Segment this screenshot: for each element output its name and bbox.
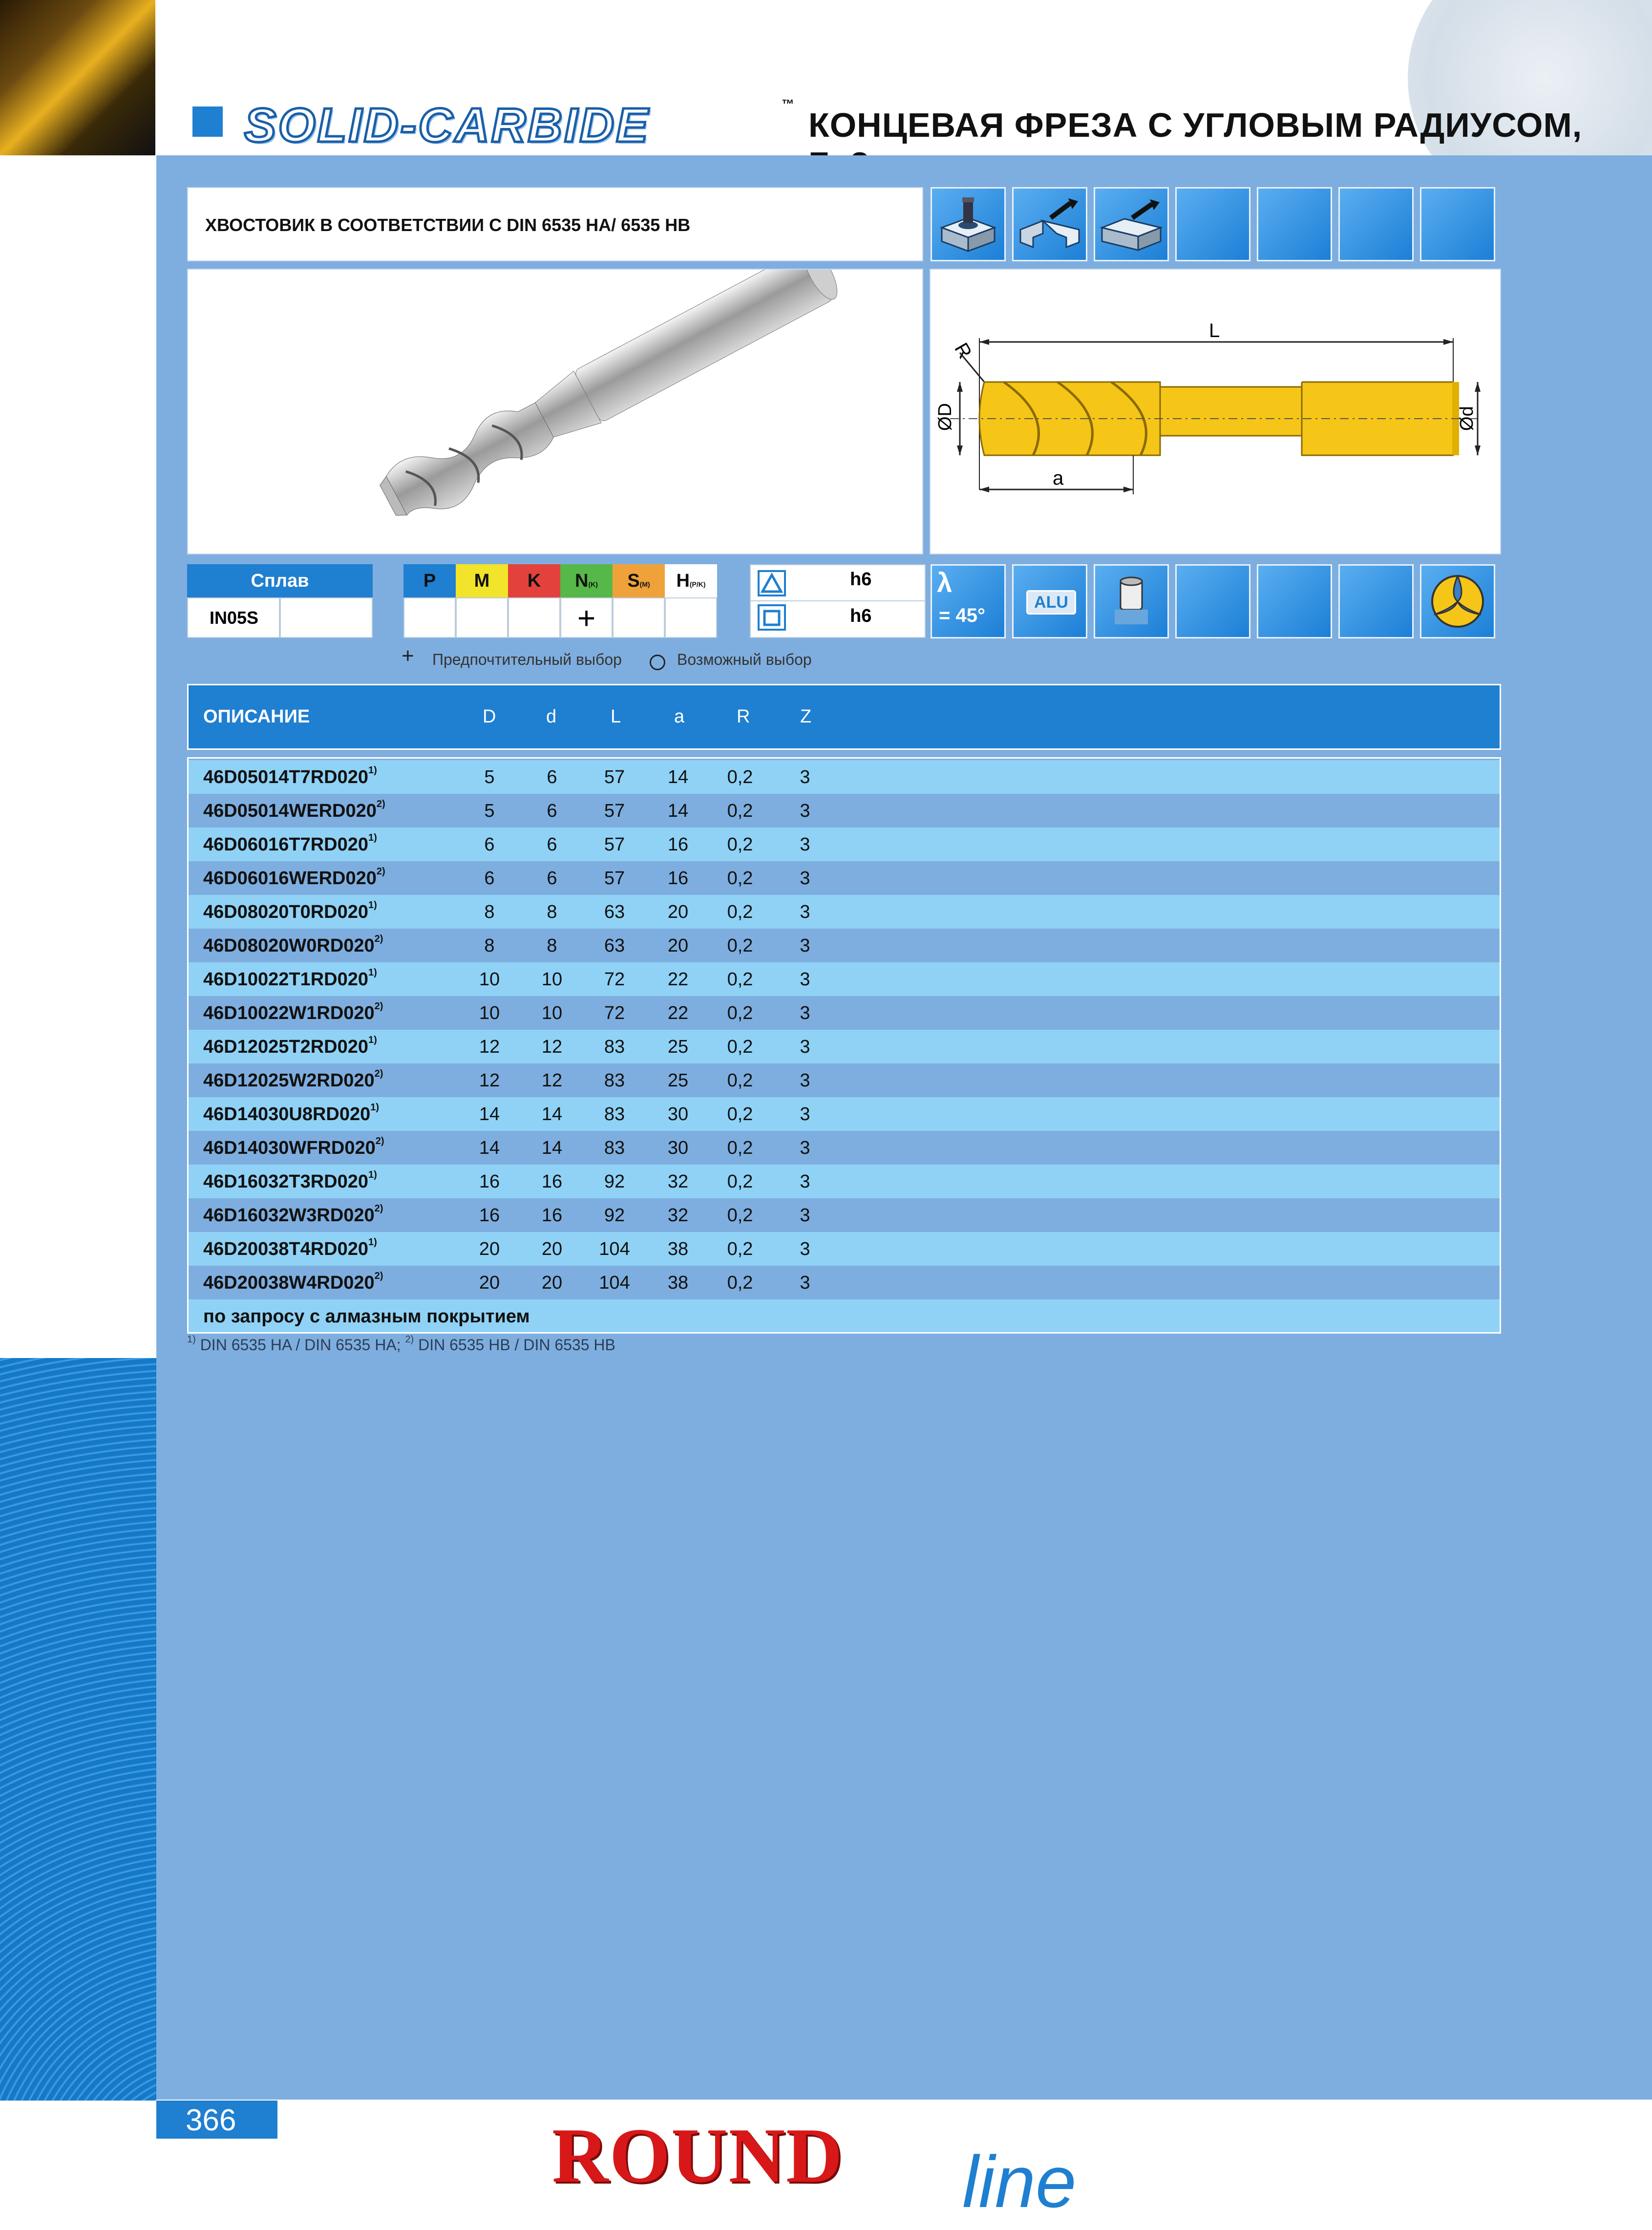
cell-L: 63	[604, 902, 625, 922]
cell-R: 0,2	[727, 1037, 753, 1057]
cell-a: 38	[667, 1239, 689, 1259]
product-code: 46D08020T0RD020$^{1)}$	[203, 900, 377, 922]
tin-coating-icon	[1421, 566, 1494, 637]
product-code: 46D20038T4RD020$^{1)}$	[203, 1237, 377, 1259]
cell-d: 12	[541, 1037, 563, 1057]
swirl-decoration	[0, 1358, 156, 2101]
product-code: 46D05014WERD020$^{2)}$	[203, 799, 385, 821]
cell-D: 6	[484, 834, 495, 855]
cell-a: 22	[667, 969, 689, 990]
product-code: 46D06016T7RD020$^{1)}$	[203, 832, 377, 855]
shank-spec-text: ХВОСТОВИК В СООТВЕТСТВИИ С DIN 6535 HA/ 6535 HB	[205, 215, 691, 235]
cell-Z: 3	[800, 902, 810, 922]
cell-a: 30	[667, 1138, 689, 1158]
cell-L: 72	[604, 969, 625, 990]
cell-L: 57	[604, 801, 625, 821]
product-code: 46D16032T3RD020$^{1)}$	[203, 1169, 377, 1192]
cell-L: 83	[604, 1037, 625, 1057]
cell-d: 14	[541, 1104, 563, 1125]
cell-Z: 3	[800, 1070, 810, 1091]
legend-possible: Возможный выбор	[677, 651, 812, 668]
cell-d: 16	[541, 1205, 563, 1226]
alloy-grade-blank	[280, 597, 373, 638]
roundline-logo-sub: line	[962, 2141, 1077, 2223]
material-P: P	[403, 564, 456, 597]
cell-d: 6	[547, 801, 557, 821]
cell-R: 0,2	[727, 935, 753, 956]
cell-d: 16	[541, 1171, 563, 1192]
cell-L: 92	[604, 1171, 625, 1192]
cell-a: 14	[667, 801, 689, 821]
cell-R: 0,2	[727, 1003, 753, 1023]
cell-D: 12	[479, 1070, 500, 1091]
alloy-grade: IN05S	[187, 597, 280, 638]
cell-Z: 3	[800, 1138, 810, 1158]
cell-D: 14	[479, 1138, 500, 1158]
product-code: 46D14030WFRD020$^{2)}$	[203, 1136, 384, 1158]
cell-D: 20	[479, 1239, 500, 1259]
cell-d: 14	[541, 1138, 563, 1158]
cell-d: 10	[541, 969, 563, 990]
cell-D: 16	[479, 1205, 500, 1226]
op-icon-2	[1012, 187, 1087, 261]
cell-D: 8	[484, 935, 495, 956]
cell-D: 10	[479, 969, 500, 990]
material-S: S(M)	[613, 564, 665, 597]
material-N-mark: +	[560, 597, 613, 638]
cell-D: 16	[479, 1171, 500, 1192]
cell-D: 14	[479, 1104, 500, 1125]
label-D: ØD	[935, 403, 955, 431]
cell-a: 16	[667, 868, 689, 889]
diamond-coating-note: по запросу с алмазным покрытием	[203, 1306, 530, 1327]
solid-carbide-logo: SOLID-CARBIDE	[244, 98, 650, 152]
cell-L: 57	[604, 868, 625, 889]
cell-d: 20	[541, 1273, 563, 1293]
table-row	[189, 1266, 1500, 1299]
tool-photo-box	[187, 269, 923, 554]
cell-Z: 3	[800, 1171, 810, 1192]
cell-a: 38	[667, 1273, 689, 1293]
table-row	[189, 1198, 1500, 1232]
op-icon-1	[931, 187, 1006, 261]
cell-D: 12	[479, 1037, 500, 1057]
material-H-mark	[665, 597, 717, 638]
cell-D: 8	[484, 902, 495, 922]
table-row	[189, 861, 1500, 895]
tool-drawing-box	[930, 269, 1501, 554]
diamond-coating-row	[189, 1299, 1500, 1332]
cell-Z: 3	[800, 801, 810, 821]
table-row	[189, 760, 1500, 794]
cell-d: 12	[541, 1070, 563, 1091]
cell-Z: 3	[800, 1037, 810, 1057]
product-code: 46D12025W2RD020$^{2)}$	[203, 1068, 383, 1091]
product-code: 46D06016WERD020$^{2)}$	[203, 866, 385, 889]
cell-L: 83	[604, 1070, 625, 1091]
table-row	[189, 1030, 1500, 1063]
table-row	[189, 996, 1500, 1030]
through-coolant-icon	[1095, 566, 1167, 637]
material-H: H(P/K)	[665, 564, 717, 597]
col-L: L	[611, 706, 621, 727]
col-a: a	[674, 706, 685, 727]
cell-D: 5	[484, 801, 495, 821]
material-S-mark	[613, 597, 665, 638]
roundline-logo: ROUND	[552, 2112, 844, 2199]
cell-L: 63	[604, 935, 625, 956]
coating-tile	[1420, 564, 1495, 638]
cell-D: 20	[479, 1273, 500, 1293]
cell-L: 72	[604, 1003, 625, 1023]
cell-a: 16	[667, 834, 689, 855]
op-icon-3	[1094, 187, 1169, 261]
cell-R: 0,2	[727, 868, 753, 889]
cell-a: 20	[667, 935, 689, 956]
cell-R: 0,2	[727, 834, 753, 855]
cell-Z: 3	[800, 868, 810, 889]
cell-L: 104	[599, 1239, 630, 1259]
cell-Z: 3	[800, 1205, 810, 1226]
label-d: Ød	[1457, 406, 1477, 431]
cell-d: 8	[547, 902, 557, 922]
cell-R: 0,2	[727, 1070, 753, 1091]
title-bullet-square	[192, 106, 223, 137]
product-code: 46D08020W0RD020$^{2)}$	[203, 934, 383, 956]
cell-a: 32	[667, 1171, 689, 1192]
product-code: 46D14030U8RD020$^{1)}$	[203, 1102, 380, 1125]
cell-L: 83	[604, 1104, 625, 1125]
product-code: 46D12025T2RD020$^{1)}$	[203, 1035, 377, 1057]
cell-L: 57	[604, 767, 625, 787]
table-row	[189, 929, 1500, 962]
alloy-header: Сплав	[187, 564, 373, 597]
col-d: d	[546, 706, 557, 727]
table-row	[189, 895, 1500, 929]
cell-L: 57	[604, 834, 625, 855]
cell-Z: 3	[800, 834, 810, 855]
product-code: 46D10022W1RD020$^{2)}$	[203, 1001, 383, 1023]
cell-Z: 3	[800, 767, 810, 787]
feature-empty-6	[1338, 564, 1414, 638]
footnote: $^{1)}$ DIN 6535 HA / DIN 6535 HA; $^{2)}$ DIN 6535 HB / DIN 6535 HB	[187, 1334, 615, 1354]
feature-empty-5	[1257, 564, 1332, 638]
cell-D: 5	[484, 767, 495, 787]
material-P-mark	[403, 597, 456, 638]
legend-preferred: Предпочтительный выбор	[432, 651, 622, 668]
tolerance-D: h6	[850, 569, 872, 590]
table-row	[189, 1232, 1500, 1266]
cell-d: 6	[547, 834, 557, 855]
product-code: 46D10022T1RD020$^{1)}$	[203, 967, 377, 990]
table-row	[189, 794, 1500, 828]
cell-Z: 3	[800, 1239, 810, 1259]
cell-R: 0,2	[727, 801, 753, 821]
cell-a: 22	[667, 1003, 689, 1023]
alu-tile	[1012, 564, 1087, 638]
cell-a: 25	[667, 1070, 689, 1091]
cell-Z: 3	[800, 969, 810, 990]
cell-Z: 3	[800, 1104, 810, 1125]
table-header	[187, 684, 1501, 750]
col-Z: Z	[800, 706, 812, 727]
material-M: M	[456, 564, 508, 597]
racecar-photo	[0, 0, 155, 155]
cell-R: 0,2	[727, 1171, 753, 1192]
cell-R: 0,2	[727, 969, 753, 990]
label-a: a	[1053, 467, 1064, 489]
table-row	[189, 1165, 1500, 1198]
cell-a: 32	[667, 1205, 689, 1226]
lambda-icon: λ	[937, 567, 953, 598]
label-L: L	[1209, 320, 1220, 341]
cell-Z: 3	[800, 1003, 810, 1023]
cell-L: 92	[604, 1205, 625, 1226]
cell-a: 20	[667, 902, 689, 922]
helix-angle-tile	[931, 564, 1006, 638]
cell-D: 6	[484, 868, 495, 889]
cell-Z: 3	[800, 935, 810, 956]
alu-icon: ALU	[1026, 590, 1076, 615]
cell-d: 8	[547, 935, 557, 956]
op-icon-empty-6	[1338, 187, 1414, 261]
cell-R: 0,2	[727, 1104, 753, 1125]
table-row	[189, 1131, 1500, 1165]
material-K: K	[508, 564, 560, 597]
col-description: ОПИСАНИЕ	[203, 706, 310, 727]
feature-empty-4	[1175, 564, 1250, 638]
product-code: 46D16032W3RD020$^{2)}$	[203, 1203, 383, 1226]
product-code: 46D20038W4RD020$^{2)}$	[203, 1271, 383, 1293]
page-number: 366	[186, 2103, 236, 2137]
cell-R: 0,2	[727, 902, 753, 922]
op-icon-empty-5	[1257, 187, 1332, 261]
tolerance-d: h6	[850, 606, 872, 626]
cell-L: 104	[599, 1273, 630, 1293]
cell-a: 14	[667, 767, 689, 787]
table-row	[189, 962, 1500, 996]
tolerance-box	[750, 564, 926, 638]
cell-Z: 3	[800, 1273, 810, 1293]
cell-a: 25	[667, 1037, 689, 1057]
cell-d: 20	[541, 1239, 563, 1259]
table-row	[189, 1097, 1500, 1131]
cell-d: 6	[547, 767, 557, 787]
label-R: R	[950, 339, 976, 362]
cell-R: 0,2	[727, 1273, 753, 1293]
material-M-mark	[456, 597, 508, 638]
slot-milling-icon	[1014, 189, 1086, 260]
side-milling-icon	[1095, 189, 1167, 260]
col-D: D	[483, 706, 496, 727]
trademark-mark: ™	[782, 97, 794, 111]
plunge-milling-icon	[932, 189, 1004, 260]
cell-a: 30	[667, 1104, 689, 1125]
cell-R: 0,2	[727, 1205, 753, 1226]
page-title: КОНЦЕВАЯ ФРЕЗА С УГЛОВЫМ РАДИУСОМ,	[808, 106, 1583, 144]
cell-R: 0,2	[727, 1239, 753, 1259]
end-mill-photo	[188, 270, 922, 553]
helix-angle-value: = 45°	[939, 605, 985, 626]
product-code: 46D05014T7RD020$^{1)}$	[203, 765, 377, 787]
cell-d: 6	[547, 868, 557, 889]
cell-d: 10	[541, 1003, 563, 1023]
col-R: R	[737, 706, 750, 727]
table-row	[189, 828, 1500, 861]
preferred-symbol: +	[402, 644, 414, 668]
cell-D: 10	[479, 1003, 500, 1023]
dimension-drawing	[931, 270, 1500, 553]
table-row	[189, 1063, 1500, 1097]
cell-R: 0,2	[727, 1138, 753, 1158]
coolant-tile	[1094, 564, 1169, 638]
material-N: N(K)	[560, 564, 613, 597]
material-K-mark	[508, 597, 560, 638]
cell-R: 0,2	[727, 767, 753, 787]
cell-L: 83	[604, 1138, 625, 1158]
possible-choice-icon	[650, 655, 665, 670]
op-icon-empty-4	[1175, 187, 1250, 261]
op-icon-empty-7	[1420, 187, 1495, 261]
